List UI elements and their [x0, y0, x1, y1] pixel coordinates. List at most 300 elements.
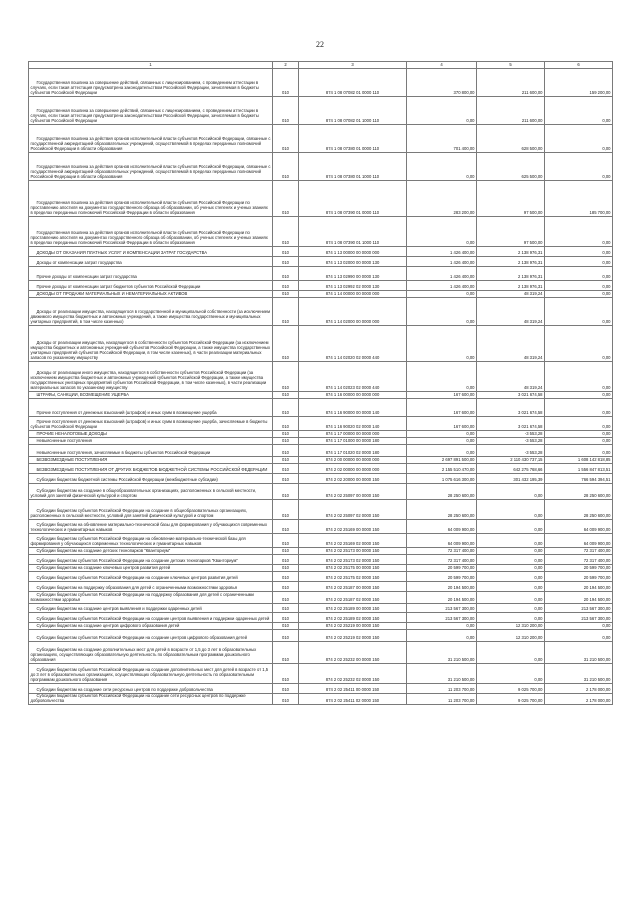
column-header-row [29, 62, 613, 69]
row-name-cell [29, 548, 273, 555]
row-code-cell: 010 [273, 257, 299, 267]
row-remaining-cell: 0,00 [545, 267, 613, 281]
row-name-cell [29, 399, 273, 417]
table-row [29, 125, 613, 153]
row-kbk-cell: 874 1 17 01020 02 0000 180 [299, 445, 407, 457]
row-name-text: Субсидии бюджетам на создание центров цифрового образования детей [36, 623, 180, 629]
row-name-cell [29, 298, 273, 326]
row-name-cell [29, 582, 273, 592]
row-plan-cell: 20 194 500,00 [407, 592, 477, 604]
row-remaining-cell: 64 009 900,00 [545, 520, 613, 534]
table-row [29, 438, 613, 445]
row-plan-cell: 72 317 400,00 [407, 555, 477, 565]
page-number: 22 [316, 40, 324, 49]
row-name-text: Прочие поступления от денежных взысканий (штрафов) и иных сумм в возмещение ущерба [36, 410, 217, 416]
row-remaining-cell: 1 608 142 818,85 [545, 457, 613, 464]
row-kbk-cell: 874 1 14 00000 00 0000 000 [299, 291, 407, 298]
row-remaining-cell: 213 567 300,00 [545, 613, 613, 623]
row-name-text: ПРОЧИЕ НЕНАЛОГОВЫЕ ДОХОДЫ [36, 431, 107, 437]
row-kbk-cell: 874 1 08 07380 01 1000 110 [299, 153, 407, 181]
table-row [29, 457, 613, 464]
row-executed-cell: 3 021 674,58 [477, 392, 545, 399]
row-remaining-cell: 185 700,00 [545, 181, 613, 217]
table-row [29, 474, 613, 484]
row-name-cell [29, 326, 273, 362]
row-kbk-cell: 874 1 13 02990 00 0000 130 [299, 267, 407, 281]
row-code-cell: 010 [273, 534, 299, 548]
row-kbk-cell: 874 1 16 00000 00 0000 000 [299, 392, 407, 399]
row-code-cell: 010 [273, 565, 299, 572]
row-plan-cell: 167 600,00 [407, 392, 477, 399]
table-row [29, 153, 613, 181]
row-name-cell [29, 694, 273, 705]
row-remaining-cell: 0,00 [545, 257, 613, 267]
row-executed-cell: 12 310 200,00 [477, 623, 545, 630]
row-code-cell: 010 [273, 474, 299, 484]
row-code-cell: 010 [273, 417, 299, 431]
row-remaining-cell: 0,00 [545, 247, 613, 257]
row-kbk-cell: 874 2 02 20000 00 0000 150 [299, 474, 407, 484]
row-name-cell [29, 604, 273, 613]
row-remaining-cell: 0,00 [545, 362, 613, 392]
column-header: 2 [273, 62, 299, 69]
row-executed-cell: 2 138 976,31 [477, 257, 545, 267]
row-code-cell: 010 [273, 642, 299, 664]
row-kbk-cell: 874 1 13 02992 02 0000 130 [299, 281, 407, 291]
row-plan-cell: 31 210 500,00 [407, 664, 477, 684]
row-code-cell: 010 [273, 431, 299, 438]
row-remaining-cell: 72 317 400,00 [545, 555, 613, 565]
row-kbk-cell: 874 2 02 25189 02 0000 150 [299, 613, 407, 623]
row-remaining-cell: 0,00 [545, 153, 613, 181]
row-name-text: Субсидии бюджетам на создание сети ресурсных центров по поддержке добровольчества [36, 687, 213, 693]
row-remaining-cell: 0,00 [545, 291, 613, 298]
table-row [29, 392, 613, 399]
row-executed-cell: 48 319,24 [477, 291, 545, 298]
row-remaining-cell: 766 594 394,51 [545, 474, 613, 484]
table-row [29, 582, 613, 592]
row-plan-cell: 20 599 700,00 [407, 572, 477, 582]
row-remaining-cell: 28 250 600,00 [545, 484, 613, 500]
table-row [29, 613, 613, 623]
row-code-cell: 010 [273, 548, 299, 555]
table-row [29, 298, 613, 326]
table-row [29, 217, 613, 247]
row-kbk-cell: 874 1 14 02023 02 0000 440 [299, 362, 407, 392]
row-name-cell [29, 592, 273, 604]
row-name-cell [29, 153, 273, 181]
row-name-text: Субсидии бюджетам субъектов Российской Федерации на создание ключевых центров развития детей [36, 575, 238, 581]
row-plan-cell: 0,00 [407, 431, 477, 438]
row-code-cell: 010 [273, 464, 299, 474]
column-header: 4 [407, 62, 477, 69]
row-code-cell: 010 [273, 500, 299, 520]
row-executed-cell: 0,00 [477, 555, 545, 565]
row-remaining-cell: 0,00 [545, 417, 613, 431]
row-kbk-cell: 874 2 02 25232 00 0000 150 [299, 642, 407, 664]
row-name-cell [29, 125, 273, 153]
row-executed-cell: 625 500,00 [477, 153, 545, 181]
table-row [29, 267, 613, 281]
row-name-text: Субсидии бюджетам на создание ключевых центров развития детей [36, 565, 171, 571]
row-name-text: Субсидии бюджетам на обновление материально-технической базы для формирования у обучающихся современных технологических и гуманитарных навыков [30, 522, 268, 533]
row-plan-cell: 370 800,00 [407, 69, 477, 97]
row-remaining-cell: 0,00 [545, 392, 613, 399]
row-executed-cell: -3 553,28 [477, 438, 545, 445]
row-remaining-cell: 31 210 500,00 [545, 642, 613, 664]
row-kbk-cell: 874 2 02 00000 00 0000 000 [299, 464, 407, 474]
row-kbk-cell: 874 2 02 25219 00 0000 150 [299, 623, 407, 630]
income-report-table [28, 61, 613, 705]
row-code-cell: 010 [273, 247, 299, 257]
row-executed-cell: 2 138 976,31 [477, 267, 545, 281]
table-row [29, 664, 613, 684]
row-name-text: Государственная пошлина за действия органов исполнительной власти субъектов Российской Федерации по проставлению апостиля на документах государственного образца об образовании, об ученых степенях и ученых званиях в пределах переданных полномочий Российской Федерации в области образования [30, 200, 268, 216]
row-remaining-cell: 0,00 [545, 281, 613, 291]
row-name-cell [29, 520, 273, 534]
row-code-cell: 010 [273, 582, 299, 592]
row-name-cell [29, 392, 273, 399]
row-remaining-cell: 0,00 [545, 431, 613, 438]
row-executed-cell: 0,00 [477, 520, 545, 534]
table-row [29, 548, 613, 555]
row-code-cell: 010 [273, 664, 299, 684]
row-plan-cell: 64 009 900,00 [407, 520, 477, 534]
row-name-cell [29, 69, 273, 97]
row-executed-cell: 48 319,24 [477, 298, 545, 326]
row-name-text: Государственная пошлина за совершение действий, связанных с лицензированием, с проведением аттестации в случаях, если такая аттестация предусмотрена законодательством Российской Федерации, зачисляемая в бюджеты субъектов Российской Федерации [30, 80, 259, 96]
row-executed-cell: 48 319,24 [477, 362, 545, 392]
row-code-cell: 010 [273, 217, 299, 247]
row-kbk-cell: 874 2 02 25169 00 0000 150 [299, 520, 407, 534]
row-plan-cell: 167 600,00 [407, 399, 477, 417]
row-name-cell [29, 457, 273, 464]
row-code-cell: 010 [273, 613, 299, 623]
row-kbk-cell: 874 2 02 25175 00 0000 150 [299, 565, 407, 572]
row-name-text: Субсидии бюджетам субъектов Российской Федерации на обновление материально-технической базы для формирования у обучающихся современных технологических и гуманитарных навыков [30, 536, 246, 547]
row-plan-cell: 213 567 300,00 [407, 604, 477, 613]
row-code-cell: 010 [273, 684, 299, 694]
row-executed-cell: 0,00 [477, 572, 545, 582]
row-plan-cell: 31 210 500,00 [407, 642, 477, 664]
row-name-text: Субсидии бюджетам субъектов Российской Федерации на создание центров выявления и поддержки одаренных детей [36, 616, 270, 622]
row-name-cell [29, 534, 273, 548]
row-plan-cell: 0,00 [407, 623, 477, 630]
row-kbk-cell: 874 2 02 25173 00 0000 150 [299, 548, 407, 555]
table-row [29, 281, 613, 291]
row-plan-cell: 0,00 [407, 438, 477, 445]
row-kbk-cell: 874 1 08 07082 01 1000 110 [299, 97, 407, 125]
row-code-cell: 010 [273, 438, 299, 445]
table-row [29, 500, 613, 520]
row-remaining-cell: 0,00 [545, 125, 613, 153]
row-plan-cell: 2 697 891 500,00 [407, 457, 477, 464]
row-name-cell [29, 281, 273, 291]
row-executed-cell: 628 500,00 [477, 125, 545, 153]
row-remaining-cell: 0,00 [545, 97, 613, 125]
row-code-cell: 010 [273, 445, 299, 457]
row-plan-cell: 213 567 300,00 [407, 613, 477, 623]
row-executed-cell: 2 138 976,31 [477, 247, 545, 257]
row-name-text: ДОХОДЫ ОТ ОКАЗАНИЯ ПЛАТНЫХ УСЛУГ И КОМПЕНСАЦИИ ЗАТРАТ ГОСУДАРСТВА [36, 250, 208, 256]
row-remaining-cell: 0,00 [545, 623, 613, 630]
row-plan-cell: 11 203 700,00 [407, 694, 477, 705]
row-kbk-cell: 874 1 14 02000 00 0000 000 [299, 298, 407, 326]
row-code-cell: 010 [273, 267, 299, 281]
table-row [29, 694, 613, 705]
row-remaining-cell: 28 250 600,00 [545, 500, 613, 520]
row-executed-cell: 0,00 [477, 613, 545, 623]
row-remaining-cell: 0,00 [545, 217, 613, 247]
row-kbk-cell: 874 2 02 25175 02 0000 150 [299, 572, 407, 582]
row-kbk-cell: 874 2 02 25097 00 0000 150 [299, 484, 407, 500]
row-executed-cell: 0,00 [477, 664, 545, 684]
row-plan-cell: 0,00 [407, 326, 477, 362]
row-code-cell: 010 [273, 520, 299, 534]
row-name-cell [29, 181, 273, 217]
row-executed-cell: 48 319,24 [477, 326, 545, 362]
table-row [29, 604, 613, 613]
table-row [29, 623, 613, 630]
table-row [29, 247, 613, 257]
row-code-cell: 010 [273, 604, 299, 613]
row-kbk-cell: 874 2 02 25232 02 0000 150 [299, 664, 407, 684]
row-remaining-cell: 2 178 000,00 [545, 694, 613, 705]
row-remaining-cell: 64 009 900,00 [545, 534, 613, 548]
table-row [29, 684, 613, 694]
row-name-text: БЕЗВОЗМЕЗДНЫЕ ПОСТУПЛЕНИЯ ОТ ДРУГИХ БЮДЖЕТОВ БЮДЖЕТНОЙ СИСТЕМЫ РОССИЙСКОЙ ФЕДЕРАЦИИ [36, 467, 268, 473]
row-name-cell [29, 247, 273, 257]
row-plan-cell: 0,00 [407, 630, 477, 642]
row-name-cell [29, 565, 273, 572]
row-name-text: Прочие доходы от компенсации затрат бюджетов субъектов Российской Федерации [36, 284, 201, 290]
table-row [29, 630, 613, 642]
row-name-cell [29, 438, 273, 445]
row-remaining-cell: 159 200,00 [545, 69, 613, 97]
row-name-text: Субсидии бюджетам субъектов Российской Федерации на создание в общеобразовательных организациях, расположенных в сельской местности, условий для занятий физической культурой и спортом [30, 508, 248, 519]
row-executed-cell: 0,00 [477, 582, 545, 592]
row-executed-cell: 2 138 976,31 [477, 281, 545, 291]
row-kbk-cell: 874 2 02 25097 02 0000 150 [299, 500, 407, 520]
row-executed-cell: 0,00 [477, 534, 545, 548]
row-remaining-cell: 31 210 500,00 [545, 664, 613, 684]
row-plan-cell: 1 426 400,00 [407, 267, 477, 281]
row-plan-cell: 2 155 510 470,00 [407, 464, 477, 474]
row-executed-cell: 2 110 430 737,15 [477, 457, 545, 464]
row-remaining-cell: 0,00 [545, 630, 613, 642]
table-row [29, 555, 613, 565]
row-name-text: Субсидии бюджетам бюджетной системы Российской Федерации (межбюджетные субсидии) [36, 477, 218, 483]
row-name-text: Субсидии бюджетам субъектов Российской Федерации на создание сети ресурсных центров по поддержке добровольчества [30, 693, 246, 703]
row-plan-cell: 11 203 700,00 [407, 684, 477, 694]
row-code-cell: 010 [273, 392, 299, 399]
row-code-cell: 010 [273, 125, 299, 153]
row-name-cell [29, 613, 273, 623]
row-plan-cell: 1 426 400,00 [407, 247, 477, 257]
row-plan-cell: 167 600,00 [407, 417, 477, 431]
row-executed-cell: 211 600,00 [477, 69, 545, 97]
row-remaining-cell: 20 194 500,00 [545, 582, 613, 592]
row-plan-cell: 64 009 900,00 [407, 534, 477, 548]
row-executed-cell: 0,00 [477, 500, 545, 520]
row-code-cell: 010 [273, 326, 299, 362]
row-kbk-cell: 874 2 02 25411 02 0000 150 [299, 694, 407, 705]
row-executed-cell: 0,00 [477, 565, 545, 572]
row-kbk-cell: 874 2 02 25169 02 0000 150 [299, 534, 407, 548]
row-name-text: Субсидии бюджетам субъектов Российской Федерации на создание центров цифрового образования детей [36, 635, 247, 641]
row-code-cell: 010 [273, 362, 299, 392]
row-remaining-cell: 213 567 300,00 [545, 604, 613, 613]
table-row [29, 572, 613, 582]
row-executed-cell: 9 025 700,00 [477, 694, 545, 705]
row-name-text: Доходы от реализации иного имущества, находящегося в собственности субъектов Российской Федерации (за исключением имущества бюджетных и автономных учреждений субъектов Российской Федерации, а также имущества государственных унитарных предприятий субъектов Российской Федерации, в том числе казенных), в части реализации материальных запасов по указанному имуществу [30, 370, 267, 391]
row-remaining-cell: 0,00 [545, 326, 613, 362]
row-kbk-cell: 874 1 08 07082 01 0000 110 [299, 69, 407, 97]
row-name-text: Субсидии бюджетам на создание центров выявления и поддержки одаренных детей [36, 606, 202, 612]
row-name-text: Невыясненные поступления, зачисляемые в бюджеты субъектов Российской Федерации [36, 450, 211, 456]
row-name-cell [29, 642, 273, 664]
row-name-cell [29, 257, 273, 267]
row-name-text: Невыясненные поступления [36, 438, 92, 444]
row-name-cell [29, 555, 273, 565]
row-name-cell [29, 572, 273, 582]
row-executed-cell: 301 432 195,39 [477, 474, 545, 484]
row-plan-cell: 0,00 [407, 291, 477, 298]
row-code-cell: 010 [273, 630, 299, 642]
row-code-cell: 010 [273, 69, 299, 97]
row-kbk-cell: 874 1 08 07390 01 0000 110 [299, 181, 407, 217]
row-remaining-cell: 0,00 [545, 438, 613, 445]
row-name-cell [29, 431, 273, 438]
row-name-cell [29, 417, 273, 431]
table-row [29, 565, 613, 572]
row-name-cell [29, 484, 273, 500]
row-kbk-cell: 874 2 02 25173 02 0000 150 [299, 555, 407, 565]
row-name-cell [29, 362, 273, 392]
row-executed-cell: 642 275 768,66 [477, 464, 545, 474]
row-executed-cell: 211 600,00 [477, 97, 545, 125]
row-name-text: Прочие доходы от компенсации затрат государства [36, 274, 137, 280]
row-code-cell: 010 [273, 399, 299, 417]
row-name-text: ШТРАФЫ, САНКЦИИ, ВОЗМЕЩЕНИЕ УЩЕРБА [36, 392, 129, 398]
row-kbk-cell: 874 1 16 90020 02 0000 140 [299, 417, 407, 431]
row-kbk-cell: 874 1 14 02020 02 0000 440 [299, 326, 407, 362]
row-kbk-cell: 874 2 02 25411 00 0000 150 [299, 684, 407, 694]
row-plan-cell: 0,00 [407, 445, 477, 457]
row-code-cell: 010 [273, 153, 299, 181]
table-row [29, 399, 613, 417]
row-executed-cell: 97 500,00 [477, 181, 545, 217]
row-kbk-cell: 874 1 08 07380 01 0000 110 [299, 125, 407, 153]
row-code-cell: 010 [273, 484, 299, 500]
table-row [29, 592, 613, 604]
row-remaining-cell: 72 317 400,00 [545, 548, 613, 555]
column-header: 3 [299, 62, 407, 69]
row-plan-cell: 0,00 [407, 362, 477, 392]
row-plan-cell: 1 426 400,00 [407, 281, 477, 291]
table-row [29, 257, 613, 267]
row-kbk-cell: 874 1 16 90000 00 0000 140 [299, 399, 407, 417]
row-plan-cell: 20 194 500,00 [407, 582, 477, 592]
row-code-cell: 010 [273, 572, 299, 582]
row-name-text: ДОХОДЫ ОТ ПРОДАЖИ МАТЕРИАЛЬНЫХ И НЕМАТЕРИАЛЬНЫХ АКТИВОВ [36, 291, 188, 297]
row-name-text: Субсидии бюджетам субъектов Российской Федерации на создание дополнительных мест для детей в возрасте от 1,5 до 3 лет в образовательных организациях, осуществляющих образовательную деятельность по образовательным программам дошкольного образования [30, 667, 269, 683]
table-row [29, 181, 613, 217]
row-kbk-cell: 874 1 08 07390 01 1000 110 [299, 217, 407, 247]
row-name-text: Субсидии бюджетам субъектов Российской Федерации на создание детских технопарков "Кванториум" [36, 558, 238, 564]
row-plan-cell: 1 426 400,00 [407, 257, 477, 267]
table-row [29, 642, 613, 664]
row-remaining-cell: 0,00 [545, 399, 613, 417]
row-name-cell [29, 291, 273, 298]
row-name-text: Прочие поступления от денежных взысканий (штрафов) и иных сумм в возмещение ущерба, зачисляемые в бюджеты субъектов Российской Федерации [30, 419, 268, 430]
row-name-text: Субсидии бюджетам на создание в общеобразовательных организациях, расположенных в сельской местности, условий для занятий физической культурой и спортом [30, 488, 257, 499]
row-kbk-cell: 874 2 02 25187 00 0000 150 [299, 582, 407, 592]
table-row [29, 417, 613, 431]
row-name-cell [29, 445, 273, 457]
row-name-text: Субсидии бюджетам субъектов Российской Федерации на поддержку образования для детей с ограниченными возможностями здоровья [30, 592, 254, 603]
row-kbk-cell: 874 2 02 25189 00 0000 150 [299, 604, 407, 613]
table-row [29, 484, 613, 500]
row-executed-cell: -3 553,28 [477, 431, 545, 438]
column-header: 5 [477, 62, 545, 69]
row-kbk-cell: 874 2 02 25219 02 0000 150 [299, 630, 407, 642]
row-plan-cell: 283 200,00 [407, 181, 477, 217]
row-plan-cell: 1 075 616 300,00 [407, 474, 477, 484]
table-row [29, 362, 613, 392]
row-executed-cell: 0,00 [477, 604, 545, 613]
row-name-text: Доходы от реализации имущества, находящегося в собственности субъектов Российской Федерации (за исключением имущества бюджетных и автономных учреждений субъектов Российской Федерации, а также имущества государственных унитарных предприятий субъектов Российской Федерации, в том числе казенных), в части реализации материальных запасов по указанному имуществу [30, 340, 271, 361]
row-kbk-cell: 874 2 02 25187 02 0000 150 [299, 592, 407, 604]
table-row [29, 97, 613, 125]
row-name-cell [29, 217, 273, 247]
row-name-text: Субсидии бюджетам на поддержку образования для детей с ограниченными возможностями здоровья [36, 585, 237, 591]
row-executed-cell: -3 553,28 [477, 445, 545, 457]
row-name-text: Субсидии бюджетам на создание детских технопарков "Кванториум" [36, 548, 171, 554]
row-name-text: Государственная пошлина за действия органов исполнительной власти субъектов Российской Федерации, связанные с государственной аккредитацией образовательных учреждений, осуществляемой в пределах переданных полномочий Российской Федерации в области образования [30, 164, 271, 180]
row-name-cell [29, 97, 273, 125]
row-executed-cell: 12 310 200,00 [477, 630, 545, 642]
row-code-cell: 010 [273, 181, 299, 217]
column-header: 6 [545, 62, 613, 69]
row-plan-cell: 0,00 [407, 153, 477, 181]
row-remaining-cell: 0,00 [545, 445, 613, 457]
row-name-text: Субсидии бюджетам на создание дополнительных мест для детей в возрасте от 1,5 до 3 лет в образовательных организациях, осуществляющих образовательную деятельность по образовательным программам дошкольного образования [30, 647, 257, 663]
row-name-cell [29, 623, 273, 630]
table-row [29, 431, 613, 438]
row-executed-cell: 0,00 [477, 642, 545, 664]
column-header: 1 [29, 62, 273, 69]
row-name-text: Государственная пошлина за действия органов исполнительной власти субъектов Российской Федерации по проставлению апостиля на документах государственного образца об образовании, об ученых степенях и ученых званиях в пределах переданных полномочий Российской Федерации в области образования [30, 230, 268, 246]
row-code-cell: 010 [273, 291, 299, 298]
row-code-cell: 010 [273, 97, 299, 125]
row-name-text: БЕЗВОЗМЕЗДНЫЕ ПОСТУПЛЕНИЯ [36, 457, 108, 463]
row-kbk-cell: 874 1 17 01000 00 0000 180 [299, 438, 407, 445]
table-row [29, 69, 613, 97]
row-code-cell: 010 [273, 298, 299, 326]
table-row [29, 445, 613, 457]
row-kbk-cell: 874 2 00 00000 00 0000 000 [299, 457, 407, 464]
row-plan-cell: 28 250 600,00 [407, 500, 477, 520]
row-name-cell [29, 684, 273, 694]
row-plan-cell: 0,00 [407, 97, 477, 125]
row-kbk-cell: 874 1 13 00000 00 0000 000 [299, 247, 407, 257]
row-remaining-cell: 2 178 000,00 [545, 684, 613, 694]
row-code-cell: 010 [273, 694, 299, 705]
row-executed-cell: 3 021 674,58 [477, 399, 545, 417]
row-remaining-cell: 20 194 500,00 [545, 592, 613, 604]
row-executed-cell: 97 500,00 [477, 217, 545, 247]
